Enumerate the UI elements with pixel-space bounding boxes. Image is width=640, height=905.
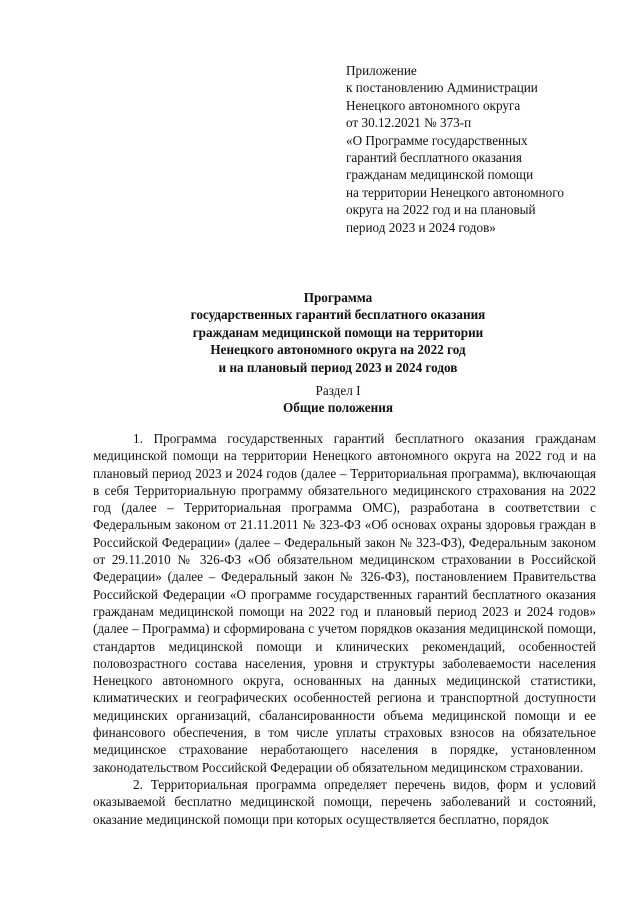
appendix-line: Ненецкого автономного округа [346, 97, 521, 113]
title-line: гражданам медицинской помощи на территории [192, 324, 484, 340]
appendix-line: на территории Ненецкого автономного [346, 184, 564, 200]
title-line: государственных гарантий бесплатного оказания [190, 307, 486, 323]
appendix-line: период 2023 и 2024 годов» [346, 219, 496, 235]
appendix-line: округа на 2022 год и на плановый [346, 202, 536, 218]
title-line: и на плановый период 2023 и 2024 годов [218, 359, 458, 375]
section-name: Общие положения [283, 400, 393, 416]
section-number: Раздел I [315, 383, 361, 398]
paragraph-1: 1. Программа государственных гарантий бесплатного оказания гражданам медицинской помощи на территории Ненецкого автономного округа на 2022 год и на плановый период 2023 и 2024 годов (далее – Территориальная программа), включающая в себя Территориальную программу обязательного медицинского страхования на 2022 год (далее – Территориальная программа ОМС), разработана в соответствии с Федеральным законом от 21.11.2011 № 323-ФЗ «Об основах охраны здоровья граждан в Российской Федерации» (далее – Федеральный закон № 323-ФЗ), Федеральным законом от 29.11.2010 № 326-ФЗ «Об обязательном медицинском страховании в Российской Федерации» (далее – Федеральный закон № 326-ФЗ), постановлением Правительства Российской Федерации «О программе государственных гарантий бесплатного оказания гражданам медицинской помощи на 2022 год и плановый период 2023 и 2024 годов» (далее – Программа) и сформирована с учетом порядков оказания медицинской помощи, стандартов медицинской помощи и клинических рекомендаций, особенностей половозрастного состава населения, уровня и структуры заболеваемости населения Ненецкого автономного округа, основанных на данных медицинской статистики, климатических и географических особенностей региона и транспортной доступности медицинских организаций, сбалансированности объема медицинской помощи и ее финансового обеспечения, в том числе уплаты страховых взносов на обязательное медицинское страхование неработающего населения в порядке, установленном законодательством Российской Федерации об обязательном медицинском страховании. [93, 431, 596, 775]
paragraph-2: 2. Территориальная программа определяет перечень видов, форм и условий оказываемой бесплатно медицинской помощи, перечень заболеваний и состояний, оказание медицинской помощи при которых осуществляется бесплатно, порядок [93, 776, 596, 827]
appendix-header [346, 62, 616, 236]
document-title [80, 289, 596, 376]
title-line: Программа [303, 290, 373, 305]
appendix-line: к постановлению Администрации [346, 80, 538, 96]
appendix-line: «О Программе государственных [346, 132, 528, 148]
document-body [93, 430, 596, 828]
appendix-line: от 30.12.2021 № 373-п [346, 115, 472, 131]
appendix-line: гарантий бесплатного оказания [346, 150, 522, 166]
appendix-line: Приложение [346, 63, 417, 78]
appendix-line: гражданам медицинской помощи [346, 167, 534, 183]
section-heading [80, 382, 596, 417]
title-line: Ненецкого автономного округа на 2022 год [210, 342, 466, 358]
